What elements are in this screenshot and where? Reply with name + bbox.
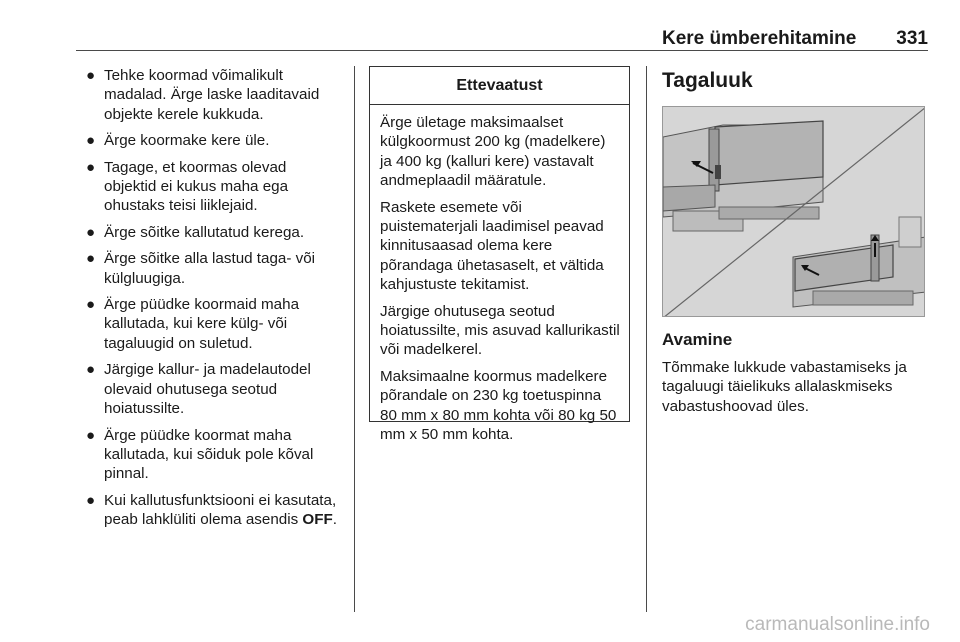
bullet-icon: ●	[86, 250, 96, 268]
bullet-icon: ●	[86, 296, 96, 314]
list-item: ● Ärge sõitke kallutatud kerega.	[86, 223, 305, 241]
page-header-title: Kere ümberehitamine	[662, 28, 857, 49]
list-item: ● Ärge sõitke alla lastud taga- või külgluugiga.	[86, 250, 316, 287]
bullet-icon: ●	[86, 361, 96, 379]
bullet-icon: ●	[86, 158, 96, 176]
column-divider-left	[354, 66, 355, 612]
off-label: OFF	[302, 511, 333, 529]
caution-paragraph: Raskete esemete või puistematerjali laadimisel peavad kinnitusaasad olema kere põrandaga ühetasaselt, et vältida kahjustuste tekitamist.	[380, 198, 604, 294]
tailgate-column	[662, 66, 930, 415]
bullet-icon: ●	[86, 132, 96, 150]
caution-title: Ettevaatust	[370, 67, 629, 105]
header-divider	[76, 50, 928, 51]
bullet-icon: ●	[86, 223, 96, 241]
list-item: ● Järgige kallur- ja madelautodel olevaid ohutusega seotud hoiatussilte.	[86, 361, 311, 418]
caution-paragraph: Ärge ületage maksimaalset külgkoormust 200 kg (madelkere) ja 400 kg (kalluri kere) vastavalt andmeplaadil määratule.	[380, 114, 606, 190]
bullet-list	[84, 66, 340, 530]
bullet-icon: ●	[86, 67, 96, 84]
caution-body	[370, 105, 629, 445]
bullet-icon: ●	[86, 426, 96, 444]
list-item: ● Ärge koormake kere üle.	[86, 132, 270, 150]
caution-box	[369, 66, 630, 444]
section-title: Tagaluuk	[662, 69, 753, 92]
list-item: ● Ärge püüdke koormaid maha kallutada, kui kere külg- või tagaluugid on suletud.	[86, 296, 300, 352]
list-item: ● Tagage, et koormas olevad objektid ei kukus maha ega ohustaks teisi liiklejaid.	[86, 158, 289, 215]
page-number: 331	[896, 28, 928, 49]
caution-paragraph: Maksimaalne koormus madelkere põrandale on 230 kg toetuspinna 80 mm x 80 mm kohta või 80 kg 50 mm x 50 mm kohta.	[380, 367, 617, 444]
bullet-column	[84, 66, 340, 537]
watermark: carmanualsonline.info	[745, 614, 930, 635]
tailgate-illustration	[662, 106, 925, 317]
caution-paragraph: Järgige ohutusega seotud hoiatussilte, mis asuvad kallurikastil või madelkerel.	[380, 302, 620, 359]
column-divider-right	[646, 66, 647, 612]
list-item: ● Tehke koormad võimalikult madalad. Ärge laske laaditavaid objekte kerele kukkuda.	[86, 67, 320, 123]
tailgate-drawing	[663, 107, 925, 317]
subsection-title: Avamine	[662, 330, 733, 349]
list-item-switch-off: ● Kui kallutusfunktsiooni ei kasutata, peab lahklüliti olema asendis OFF.	[86, 491, 338, 529]
bullet-icon: ●	[86, 491, 96, 509]
list-item: ● Ärge püüdke koormat maha kallutada, kui sõiduk pole kõval pinnal.	[86, 426, 314, 483]
page-header	[0, 0, 960, 52]
opening-instructions: Tõmmake lukkude vabastamiseks ja tagaluugi täielikuks allalaskmiseks vabastushoovad üles.	[662, 359, 907, 415]
